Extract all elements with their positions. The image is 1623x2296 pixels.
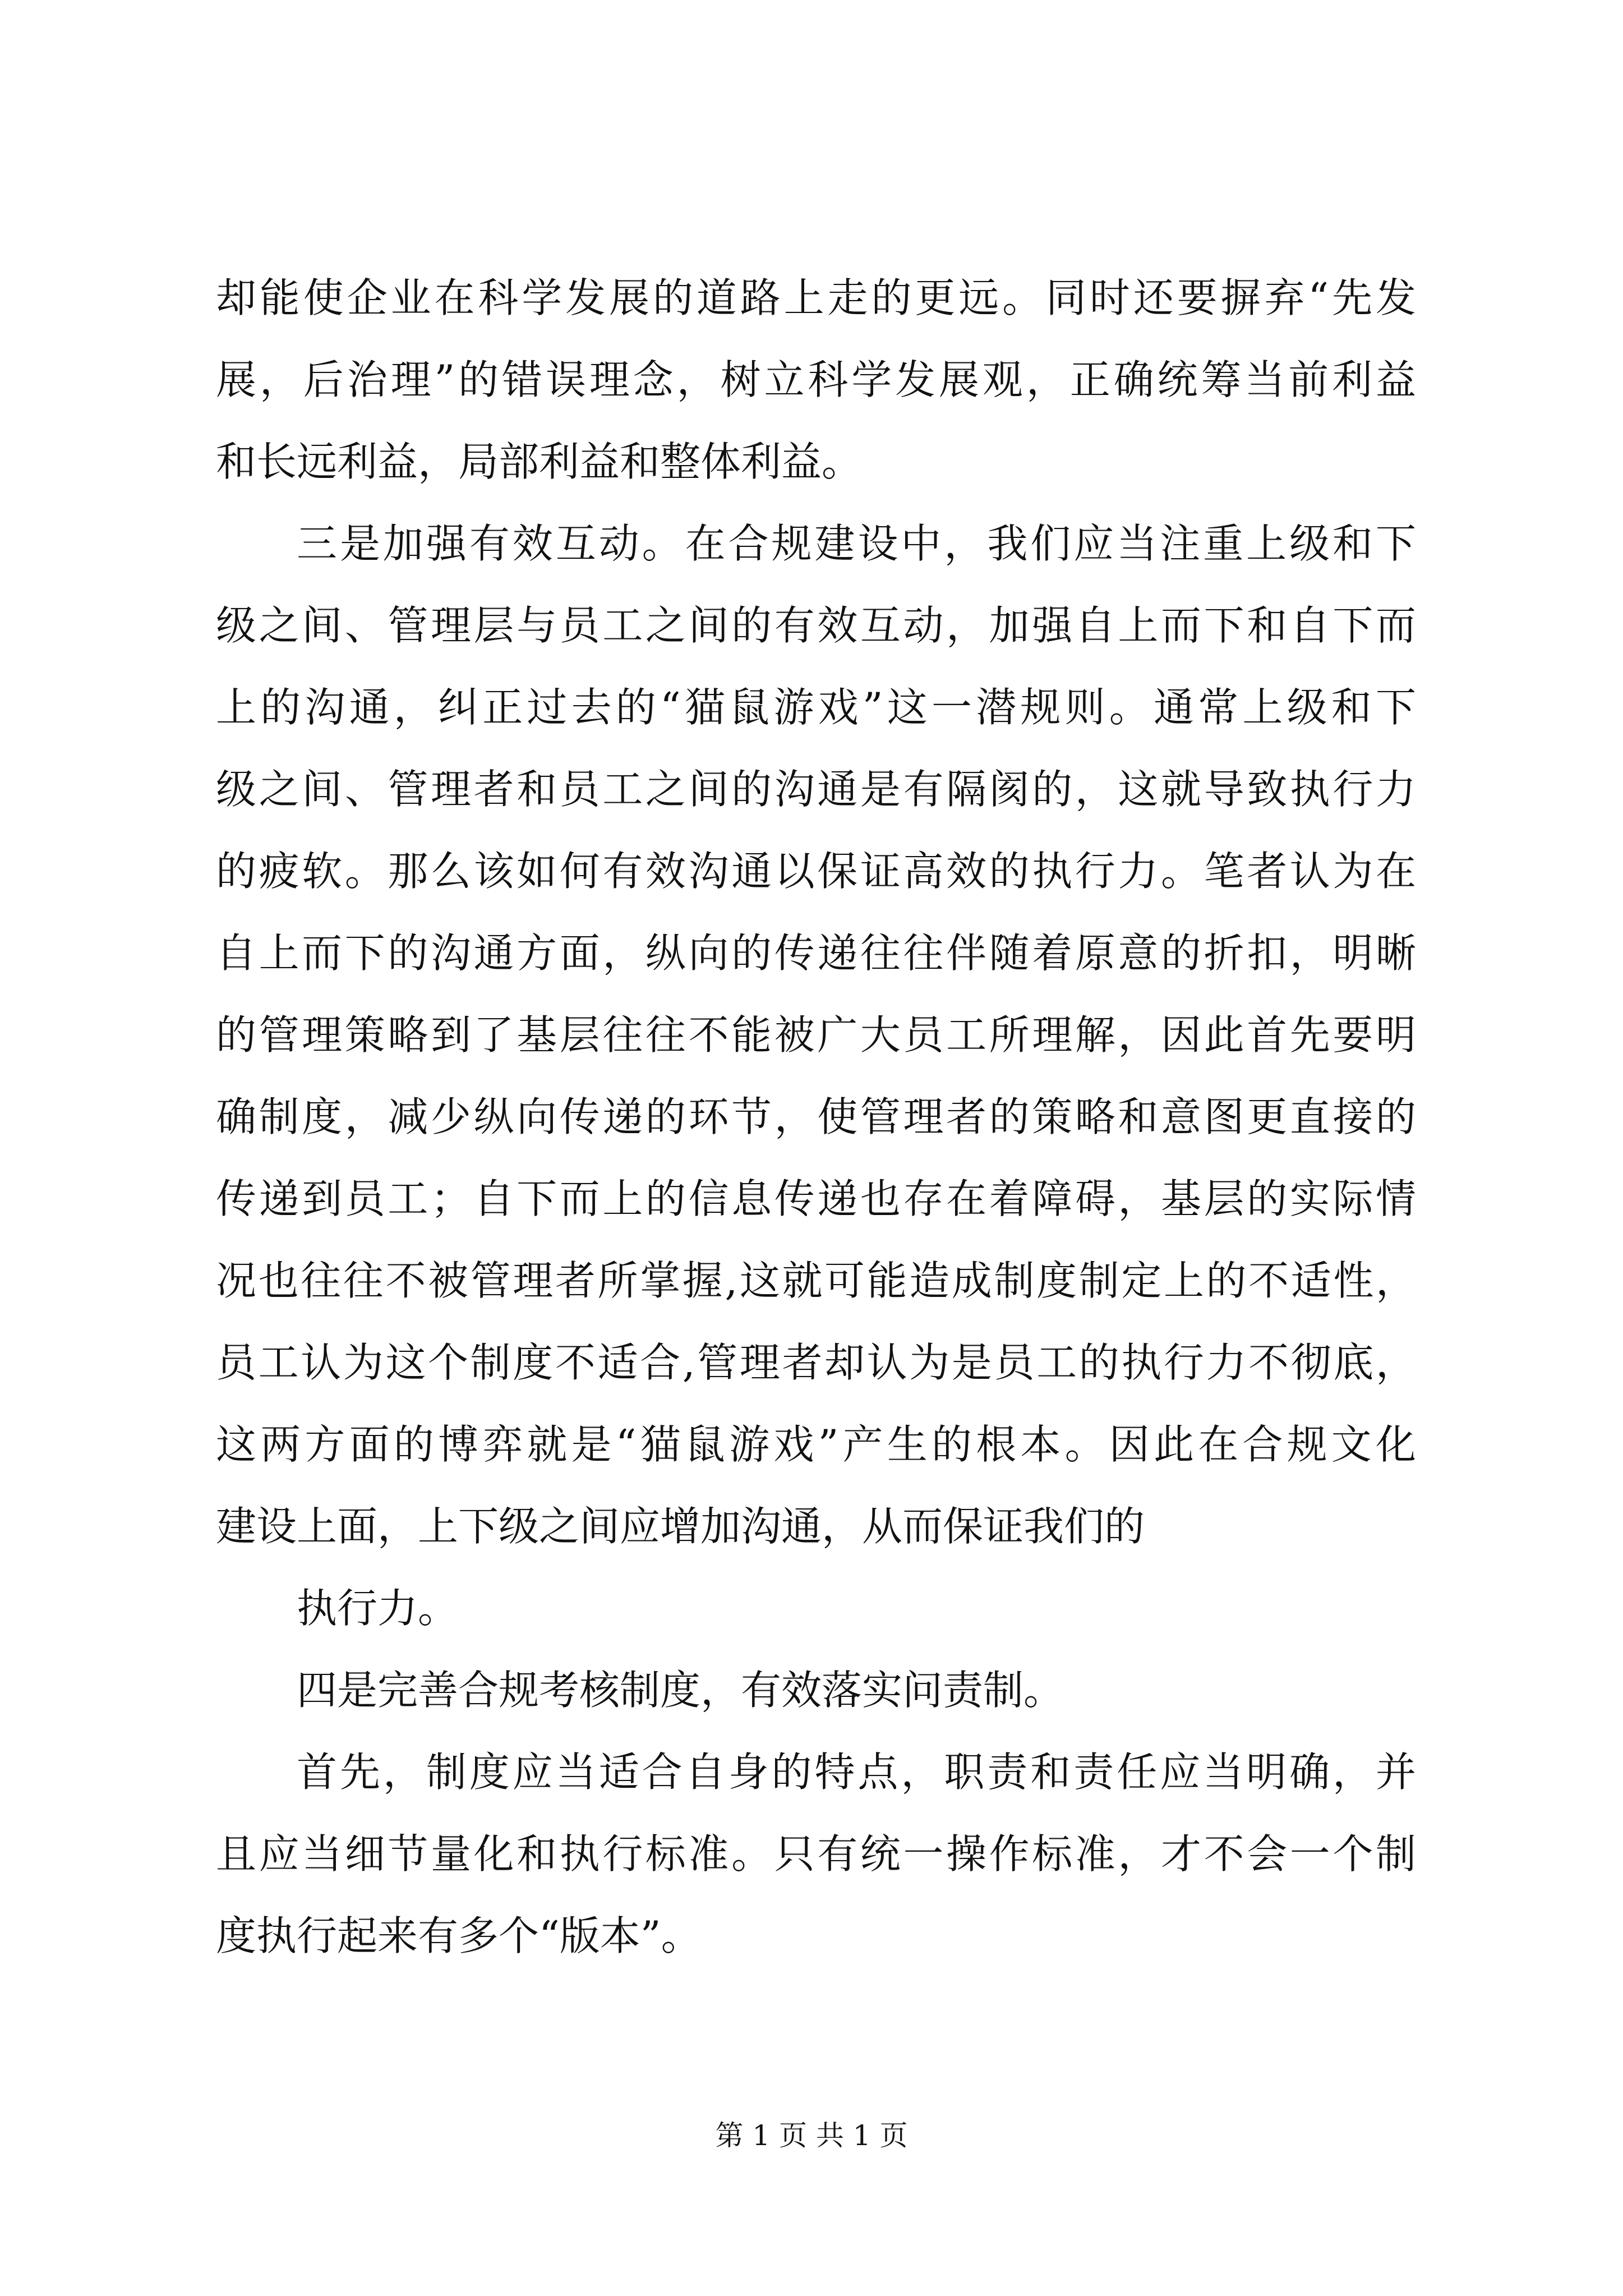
text-line: 展，后治理”的错误理念，树立科学发展观，正确统筹当前利益 (216, 356, 1416, 403)
paragraph-start-line: 三是加强有效互动。在合规建设中，我们应当注重上级和下 (297, 520, 1416, 567)
text-line: 确制度，减少纵向传递的环节，使管理者的策略和意图更直接的 (216, 1093, 1416, 1140)
document-body (216, 257, 1416, 1977)
text-line: 自上而下的沟通方面，纵向的传递往往伴随着原意的折扣，明晰 (216, 930, 1416, 977)
text-line: 的管理策略到了基层往往不能被广大员工所理解，因此首先要明 (216, 1011, 1416, 1059)
text-line: 度执行起来有多个“版本”。 (216, 1912, 702, 1959)
text-line: 的疲软。那么该如何有效沟通以保证高效的执行力。笔者认为在 (216, 848, 1416, 895)
text-line: 却能使企业在科学发展的道路上走的更远。同时还要摒弃“先发 (216, 274, 1416, 321)
text-line: 传递到员工；自下而上的信息传递也存在着障碍，基层的实际情 (216, 1175, 1416, 1222)
text-line: 级之间、管理者和员工之间的沟通是有隔阂的，这就导致执行力 (216, 766, 1416, 813)
paragraph-start-line: 执行力。 (297, 1585, 459, 1632)
page-number-footer: 第 1 页 共 1 页 (715, 2119, 908, 2152)
text-line: 且应当细节量化和执行标准。只有统一操作标准，才不会一个制 (216, 1830, 1416, 1878)
text-line: 级之间、管理层与员工之间的有效互动，加强自上而下和自下而 (216, 602, 1416, 649)
text-line: 上的沟通，纠正过去的“猫鼠游戏”这一潜规则。通常上级和下 (216, 684, 1416, 731)
text-line: 和长远利益，局部利益和整体利益。 (216, 438, 863, 485)
text-line: 况也往往不被管理者所掌握,这就可能造成制度制定上的不适性， (216, 1257, 1416, 1304)
paragraph-start-line: 首先，制度应当适合自身的特点，职责和责任应当明确，并 (297, 1749, 1416, 1796)
paragraph-start-line: 四是完善合规考核制度，有效落实问责制。 (297, 1667, 1064, 1714)
text-line: 员工认为这个制度不适合,管理者却认为是员工的执行力不彻底， (216, 1339, 1416, 1386)
text-line: 建设上面，上下级之间应增加沟通，从而保证我们的 (216, 1503, 1145, 1550)
text-line: 这两方面的博弈就是“猫鼠游戏”产生的根本。因此在合规文化 (216, 1421, 1416, 1468)
